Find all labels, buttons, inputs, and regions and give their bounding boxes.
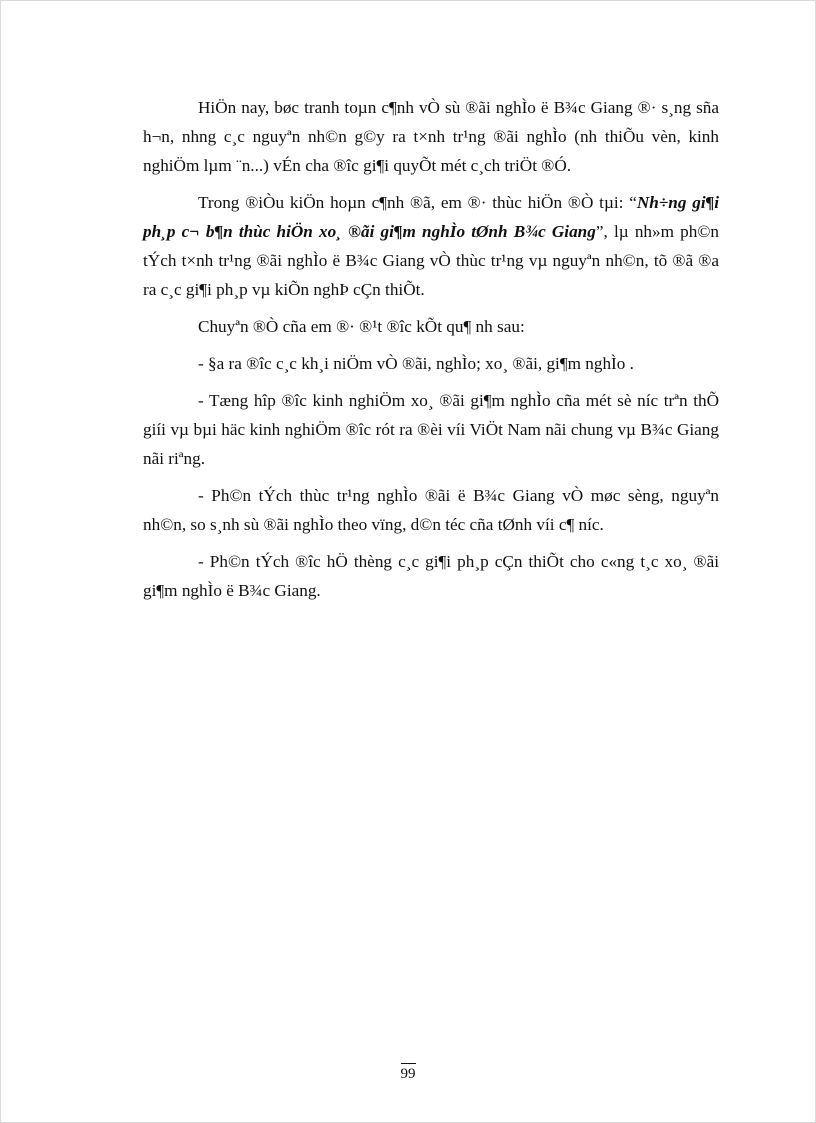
- page-number: [0, 1063, 816, 1083]
- result-item-1: - §a ra ®îc c¸c kh¸i niÖm vÒ ®ãi, nghÌo; xo¸ ®ãi, gi¶m nghÌo .: [198, 354, 634, 373]
- paragraph-2-intro: Trong ®iÒu kiÖn hoµn c¶nh ®ã, em ®· thùc hiÖn ®Ò tµi: “: [198, 193, 637, 212]
- result-item-3: - Ph©n tÝch thùc tr¹ng nghÌo ®ãi ë B¾c Giang vÒ møc sèng, nguyªn nh©n, so s¸nh sù ®ãi nghÌo theo vïng, d©n téc cña tØnh víi c¶ níc.: [143, 486, 719, 534]
- paragraph-3: Chuyªn ®Ò cña em ®· ®¹t ®îc kÕt qu¶ nh sau:: [198, 317, 525, 336]
- page-number-value: 99: [401, 1063, 416, 1083]
- paragraph-2-rest: ”, lµ nh»m ph©n tÝch t×nh tr¹ng ®ãi nghÌo ë B¾c Giang vÒ thùc tr¹ng vµ nguyªn nh©n, tõ ®ã ®a ra c¸c gi¶i ph¸p vµ kiÕn nghÞ cÇn thiÕt.: [143, 222, 720, 299]
- result-item-2: - Tæng hîp ®îc kinh nghiÖm xo¸ ®ãi gi¶m nghÌo cña mét sè níc trªn thÕ giíi vµ bµi häc kinh nghiÖm ®îc rót ra ®èi víi ViÖt Nam nãi chung vµ B¾c Giang nãi riªng.: [143, 391, 719, 468]
- paragraph-2: [143, 188, 719, 304]
- result-item-4: - Ph©n tÝch ®îc hÖ thèng c¸c gi¶i ph¸p cÇn thiÕt cho c«ng t¸c xo¸ ®ãi gi¶m nghÌo ë B¾c Giang.: [143, 552, 719, 600]
- thesis-title: Nh÷ng gi¶i ph¸p c¬ b¶n thùc hiÖn xo¸ ®ãi gi¶m nghÌo tØnh B¾c Giang: [143, 193, 719, 241]
- document-body: [143, 93, 719, 613]
- paragraph-1: HiÖn nay, bøc tranh toµn c¶nh vÒ sù ®ãi nghÌo ë B¾c Giang ®· s¸ng sña h¬n, nhng c¸c nguyªn nh©n g©y ra t×nh tr¹ng ®ãi nghÌo (nh thiÕu vèn, kinh nghiÖm lµm ¨n...) vÉn cha ®îc gi¶i quyÕt mét c¸ch triÖt ®Ó.: [143, 98, 719, 175]
